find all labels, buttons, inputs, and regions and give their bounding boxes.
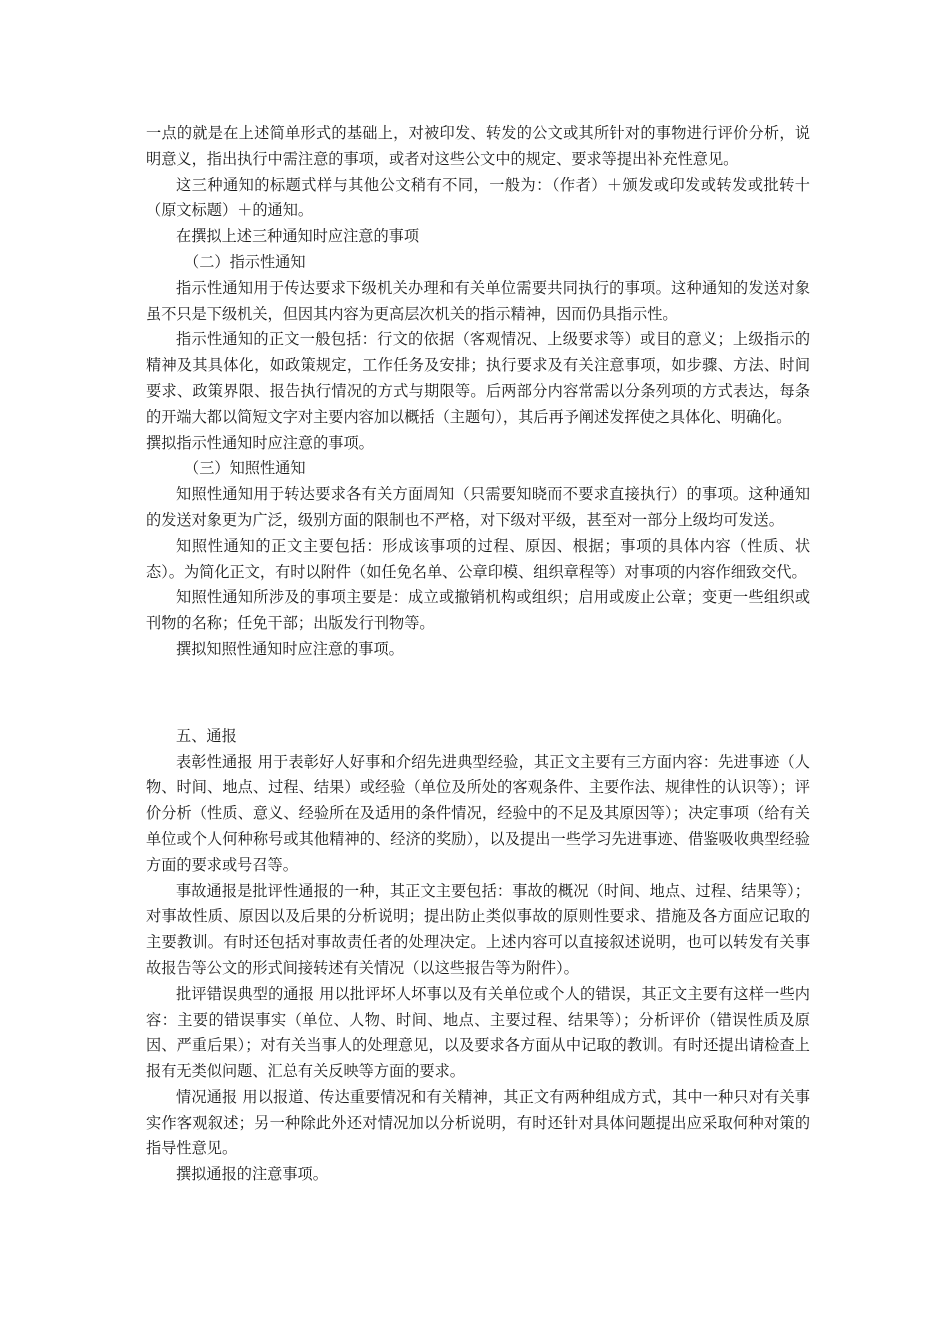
section-spacer — [146, 663, 810, 724]
section-heading-directive-notice: （二）指示性通知 — [184, 252, 306, 271]
paragraph-situation-bulletin: 情况通报 用以报道、传达重要情况和有关精神，其正文有两种组成方式，其中一种只对有关事实作客观叙述；另一种除此外还对情况加以分析说明，有时还针对具体问题提出应采取何种对策的指导性意见。 — [146, 1087, 810, 1158]
paragraph-continuation: 一点的就是在上述简单形式的基础上，对被印发、转发的公文或其所针对的事物进行评价分析，说明意义，指出执行中需注意的事项，或者对这些公文中的规定、要求等提出补充性意见。 — [146, 124, 810, 168]
paragraph-notes-three-notices: 在撰拟上述三种通知时应注意的事项 — [176, 227, 419, 246]
paragraph-informative-body: 知照性通知的正文主要包括：形成该事项的过程、原因、根据；事项的具体内容（性质、状态）。为简化正文，有时以附件（如任免名单、公章印模、组织章程等）对事项的内容作细致交代。 — [146, 536, 810, 581]
paragraph-directive-definition: 指示性通知用于传达要求下级机关办理和有关单位需要共同执行的事项。这种通知的发送对象虽不只是下级机关，但因其内容为更高层次机关的指示精神，因而仍具指示性。 — [146, 278, 810, 323]
paragraph-informative-matters: 知照性通知所涉及的事项主要是：成立或撤销机构或组织；启用或废止公章；变更一些组织或刊物的名称；任免干部；出版发行刊物等。 — [146, 588, 810, 633]
document-page — [146, 121, 810, 1188]
paragraph-informative-notes: 撰拟知照性通知时应注意的事项。 — [176, 639, 404, 658]
paragraph-directive-body: 指示性通知的正文一般包括：行文的依据（客观情况、上级要求等）或目的意义；上级指示的精神及其具体化，如政策规定，工作任务及安排；执行要求及有关注意事项，如步骤、方法、时间要求、政策界限、报告执行情况的方式与期限等。后两部分内容常需以分条列项的方式表达，每条的开端大都以简短文字对主要内容加以概括（主题句），其后再予阐述发挥使之具体化、明确化。 — [146, 330, 810, 426]
paragraph-bulletin-notes: 撰拟通报的注意事项。 — [176, 1165, 328, 1184]
paragraph-accident-bulletin: 事故通报是批评性通报的一种，其正文主要包括：事故的概况（时间、地点、过程、结果等）；对事故性质、原因以及后果的分析说明；提出防止类似事故的原则性要求、措施及各方面应记取的主要教训。有时还包括对事故责任者的处理决定。上述内容可以直接叙述说明，也可以转发有关事故报告等公文的形式间接转述有关情况（以这些报告等为附件）。 — [146, 881, 810, 977]
paragraph-informative-definition: 知照性通知用于转达要求各有关方面周知（只需要知晓而不要求直接执行）的事项。这种通知的发送对象更为广泛，级别方面的限制也不严格，对下级对平级，甚至对一部分上级均可发送。 — [146, 485, 810, 529]
paragraph-directive-notes: 撰拟指示性通知时应注意的事项。 — [146, 433, 374, 452]
paragraph-criticism-bulletin: 批评错误典型的通报 用以批评坏人坏事以及有关单位或个人的错误，其正文主要有这样一些内容：主要的错误事实（单位、人物、时间、地点、主要过程、结果等）；分析评价（错误性质及原因、严重后果）；对有关当事人的处理意见，以及要求各方面从中记取的教训。有时还提出请检查上报有无类似问题、汇总有关反映等方面的要求。 — [146, 984, 810, 1081]
section-heading-informative-notice: （三）知照性通知 — [184, 459, 306, 478]
paragraph-commendation-bulletin: 表彰性通报 用于表彰好人好事和介绍先进典型经验，其正文主要有三方面内容：先进事迹（人物、时间、地点、过程、结果）或经验（单位及所处的客观条件、主要作法、规律性的认识等）；评价分析（性质、意义、经验所在及适用的条件情况，经验中的不足及其原因等）；决定事项（给有关单位或个人何种称号或其他精神的、经济的奖励），以及提出一些学习先进事迹、借鉴吸收典型经验方面的要求或号召等。 — [146, 752, 810, 874]
paragraph-title-format: 这三种通知的标题式样与其他公文稍有不同，一般为：（作者）＋颁发或印发或转发或批转十（原文标题）＋的通知。 — [146, 175, 810, 220]
section-heading-bulletin: 五、通报 — [176, 726, 237, 745]
